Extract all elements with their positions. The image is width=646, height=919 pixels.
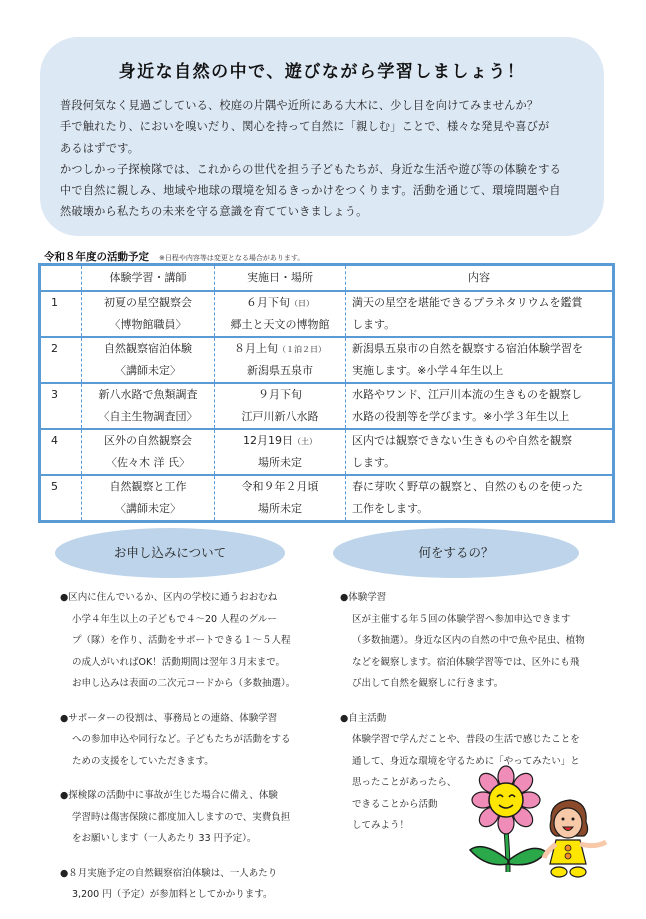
- content-cell: 区内では観察できない生きものや自然を観察 します。: [346, 429, 614, 475]
- date-place-cell: 12月19日（土） 場所未定: [215, 429, 346, 475]
- intro-line: かつしかっ子探検隊では、これからの世代を担う子どもたちが、身近な生活や遊び等の体験をする: [60, 162, 562, 176]
- flower-icon: [470, 766, 546, 872]
- table-row: [40, 291, 614, 337]
- date-place-cell: ９月下旬 江戸川新八水路: [215, 383, 346, 429]
- intro-title: 身近な自然の中で、遊びながら学習しましょう！: [118, 62, 526, 82]
- schedule-table: [38, 263, 615, 523]
- intro-line: 中で自然に親しみ、地域や地球の環境を知るきっかけをつくります。活動を通じて、環境問題や自: [60, 184, 561, 198]
- intro-body: [60, 95, 590, 223]
- schedule-title: 令和８年度の活動予定: [44, 251, 149, 263]
- table-row: [40, 337, 614, 383]
- apply-section: [60, 587, 325, 919]
- apply-section-title: お申し込みについて: [55, 528, 285, 578]
- content-cell: 満天の星空を堪能できるプラネタリウムを鑑賞 します。: [346, 291, 614, 337]
- intro-line: あるはずです。: [60, 141, 140, 155]
- what-item-heading: ●体験学習: [340, 592, 387, 603]
- intro-line: 然破壊から私たちの未来を守る意識を育てていきましょう。: [60, 205, 368, 219]
- row-number: 2: [51, 342, 58, 355]
- schedule-heading: [44, 249, 304, 264]
- date-place-cell: ８月上旬（１泊２日） 新潟県五泉市: [215, 337, 346, 383]
- program-cell: 自然観察宿泊体験 〈講師未定〉: [82, 337, 215, 383]
- col-header-date-place: 実施日・場所: [215, 265, 346, 292]
- apply-bullet: ●８月実施予定の自然観察宿泊体験は、一人あたり 3,200 円（予定）が参加料としてかかります。: [60, 867, 278, 900]
- row-number: 3: [51, 388, 58, 401]
- intro-box: [40, 37, 604, 236]
- what-item-heading: ●自主活動: [340, 712, 387, 724]
- col-header-content: 内容: [346, 265, 614, 292]
- col-header-program: 体験学習・講師: [82, 265, 215, 292]
- table-row: [40, 429, 614, 475]
- row-number: 1: [51, 296, 58, 309]
- program-cell: 初夏の星空観察会 〈博物館職員〉: [82, 291, 215, 337]
- apply-bullet: ●サポーターの役割は、事務局との連絡、体験学習 への参加申込や同行など。子どもたちが活動をする ための支援をしていただきます。: [60, 712, 291, 767]
- apply-bullet: ●探検隊の活動中に事故が生じた場合に備え、体験 学習時は傷害保険に都度加入しますので、実費負担 をお願いします（一人あたり 33 円予定）。: [60, 790, 291, 844]
- program-cell: 新八水路で魚類調査 〈自主生物調査団〉: [82, 383, 215, 429]
- apply-bullet: ●区内に住んでいるか、区内の学校に通うおおむね 小学４年生以上の子どもで４～20 人程のグルー プ（隊）を作り、活動をサポートできる１～５人程 の成人がいればOK！活動期間は翌年３月末まで。 お申し込みは表面の二次元コードから（多数抽選）。: [60, 592, 296, 689]
- flower-and-girl-mascot-illustration: [468, 760, 618, 880]
- table-row: [40, 475, 614, 522]
- intro-line: 手で触れたり、においを嗅いだり、関心を持って自然に「親しむ」ことで、様々な発見や喜びが: [60, 120, 550, 134]
- what-section-title: 何をするの？: [333, 528, 579, 578]
- what-item: ●体験学習 区が主催する年５回の体験学習へ参加申込できます （多数抽選）。身近な区内の自然の中で魚や昆虫、植物 などを観察します。宿泊体験学習等では、区外にも飛 び出して自然を観察しに行きます。: [340, 587, 625, 695]
- row-number: 4: [51, 434, 58, 447]
- date-place-cell: ６月下旬（日） 郷土と天文の博物館: [215, 291, 346, 337]
- intro-line: 普段何気なく見過ごしている、校庭の片隅や近所にある大木に、少し目を向けてみませんか？: [60, 99, 539, 112]
- date-place-cell: 令和９年２月頃 場所未定: [215, 475, 346, 522]
- girl-icon: [544, 800, 606, 877]
- program-cell: 自然観察と工作 〈講師未定〉: [82, 475, 215, 522]
- row-number: 5: [51, 480, 58, 493]
- content-cell: 春に芽吹く野草の観察と、自然のものを使った 工作をします。: [346, 475, 614, 522]
- content-cell: 新潟県五泉市の自然を観察する宿泊体験学習を 実施します。※小学４年生以上: [346, 337, 614, 383]
- schedule-note: ※日程や内容等は変更となる場合があります。: [159, 254, 305, 262]
- table-row: [40, 383, 614, 429]
- col-header-no: [40, 265, 82, 292]
- table-header-row: [40, 265, 614, 292]
- program-cell: 区外の自然観察会 〈佐々木 洋 氏〉: [82, 429, 215, 475]
- what-item: ●自主活動 体験学習で学んだことや、普段の生活で感じたことを 通して、身近な環境を守るために「やってみたい」と 思ったことがあったら、 できることから活動 してみよう！: [340, 708, 625, 837]
- content-cell: 水路やワンド、江戸川本流の生きものを観察し 水路の役割等を学びます。※小学３年生以上: [346, 383, 614, 429]
